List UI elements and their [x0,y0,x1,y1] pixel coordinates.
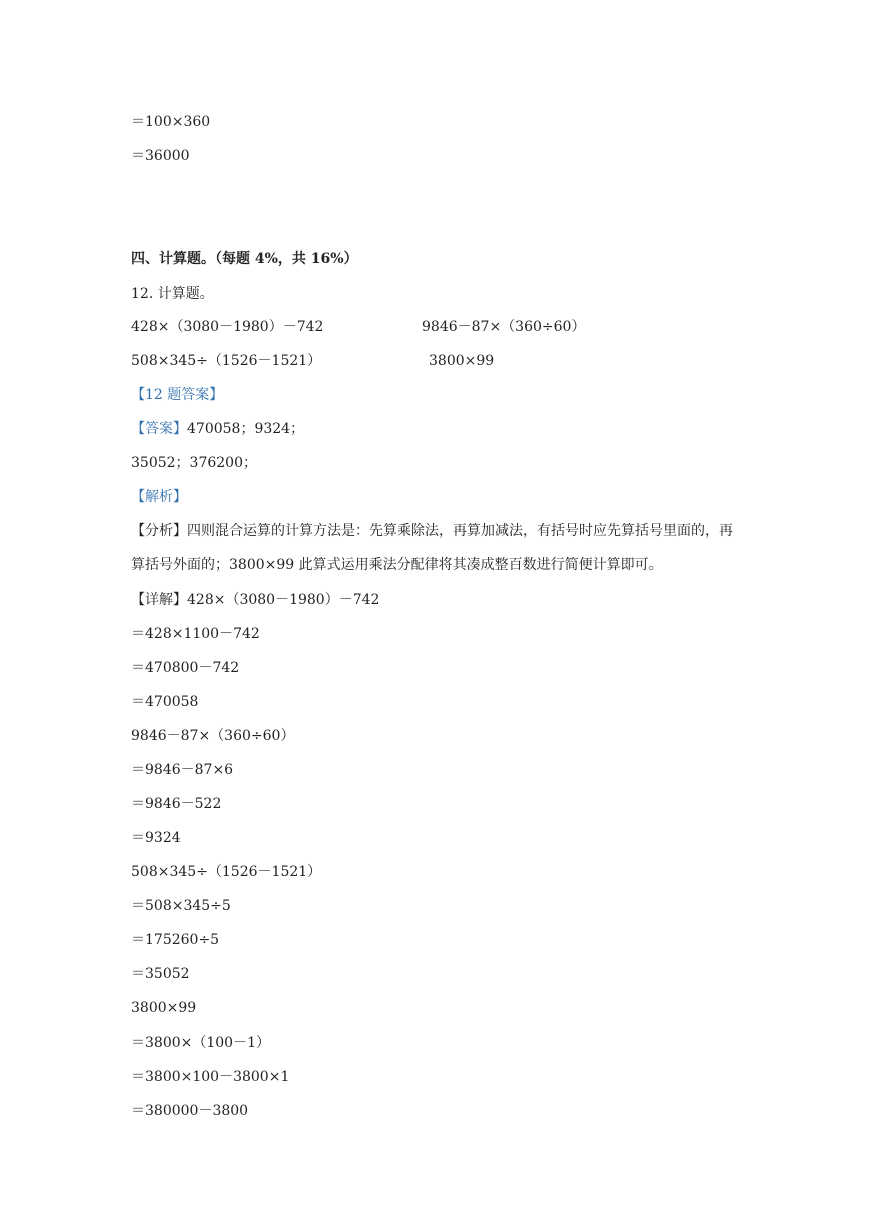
answer-tag: 【12 题答案】 [131,387,224,403]
detail-step: ＝428×1100－742 [131,626,260,642]
detail-step: ＝9324 [131,830,181,846]
detail-first-expression: 428×（3080－1980）－742 [187,592,380,608]
detail-label: 【详解】 [131,592,187,608]
detail-step: ＝470800－742 [131,660,240,676]
analysis-label: 【分析】 [131,523,187,539]
detail-step: 9846－87×（360÷60） [131,728,295,744]
detail-step: ＝9846－522 [131,796,222,812]
detail-step: 508×345÷（1526－1521） [131,864,322,880]
problem-1: 428×（3080－1980）－742 [131,319,324,335]
detail-step: ＝35052 [131,966,190,982]
problem-3: 508×345÷（1526－1521） [131,353,322,369]
question-number: 12. [131,286,154,302]
detail-step: 3800×99 [131,1000,197,1016]
question-title: 计算题。 [157,286,214,302]
prev-step-2: ＝36000 [131,148,190,164]
analysis-text: 四则混合运算的计算方法是：先算乘除法，再算加减法，有括号时应先算括号里面的，再算括号外面的；3800×99 此算式运用乘法分配律将其凑成整百数进行简便计算即可。 [131,523,733,573]
answer-line-2: 35052；376200； [131,455,257,471]
detail-step: ＝9846－87×6 [131,762,234,778]
detail-step: ＝508×345÷5 [131,898,231,914]
answer-line-1 [131,419,304,439]
detail-first-line [131,590,379,610]
section-heading: 四、计算题。（每题 4%，共 16%） [131,251,358,267]
detail-step: ＝380000－3800 [131,1103,249,1119]
detail-step: ＝470058 [131,694,199,710]
prev-step-1: ＝100×360 [131,114,211,130]
detail-step: ＝3800×（100－1） [131,1035,270,1051]
analysis-tag: 【解析】 [131,489,187,505]
detail-step: ＝175260÷5 [131,932,220,948]
detail-step: ＝3800×100－3800×1 [131,1069,290,1085]
problem-2: 9846－87×（360÷60） [422,319,586,335]
analysis-paragraph [131,514,741,582]
question-line [131,284,214,304]
answer-values-1: 470058；9324； [187,421,305,437]
answer-label: 【答案】 [131,421,187,437]
problem-4: 3800×99 [429,353,495,369]
